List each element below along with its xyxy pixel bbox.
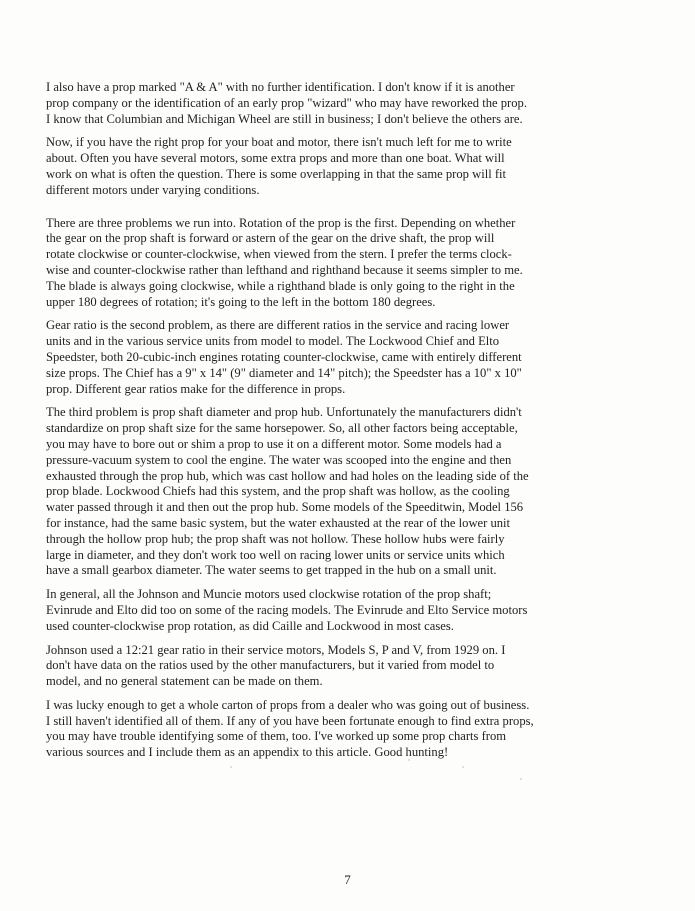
text-line: you may have to bore out or shim a prop to use it on a different motor. Some models had a xyxy=(46,436,502,451)
text-line: Speedster, both 20-cubic-inch engines rotating counter-clockwise, came with entirely different xyxy=(46,349,522,364)
paragraph-rotation-summary xyxy=(46,587,646,634)
text-line: wise and counter-clockwise rather than lefthand and righthand because it seems simpler to me. xyxy=(46,262,523,277)
scan-speck xyxy=(408,759,410,761)
paragraph-a-and-a-prop xyxy=(46,80,646,127)
text-line: large in diameter, and they don't work too well on racing lower units or service units which xyxy=(46,547,505,562)
text-line: used counter-clockwise prop rotation, as did Caille and Lockwood in most cases. xyxy=(46,618,454,633)
paragraph-right-prop xyxy=(46,135,646,198)
text-line: about. Often you have several motors, some extra props and more than one boat. What will xyxy=(46,151,505,166)
text-line: standardize on prop shaft size for the same horsepower. So, all other factors being acceptable, xyxy=(46,421,518,436)
text-line: units and in the various service units from model to model. The Lockwood Chief and Elto xyxy=(46,334,500,349)
text-line: Now, if you have the right prop for your boat and motor, there isn't much left for me to write xyxy=(46,135,512,150)
text-line: Gear ratio is the second problem, as there are different ratios in the service and racing lower xyxy=(46,318,510,333)
text-line: prop company or the identification of an early prop "wizard" who may have reworked the prop. xyxy=(46,95,527,110)
text-line: have a small gearbox diameter. The water seems to get trapped in the hub on a small unit. xyxy=(46,563,497,578)
text-line: prop. Different gear ratios make for the difference in props. xyxy=(46,381,346,396)
text-line: you may have trouble identifying some of them, too. I've worked up some prop charts from xyxy=(46,729,507,744)
text-line: I still haven't identified all of them. If any of you have been fortunate enough to find extra props, xyxy=(46,713,534,728)
text-line: rotate clockwise or counter-clockwise, when viewed from the stern. I prefer the terms clock- xyxy=(46,247,512,262)
text-line: pressure-vacuum system to cool the engine. The water was scooped into the engine and then xyxy=(46,452,512,467)
paragraph-shaft-diameter xyxy=(46,405,646,579)
text-line: In general, all the Johnson and Muncie motors used clockwise rotation of the prop shaft; xyxy=(46,587,492,602)
text-line: I was lucky enough to get a whole carton of props from a dealer who was going out of business. xyxy=(46,697,530,712)
article-body xyxy=(46,80,646,761)
text-line: There are three problems we run into. Rotation of the prop is the first. Depending on whether xyxy=(46,215,516,230)
paragraph-three-problems xyxy=(46,216,646,311)
text-line: Evinrude and Elto did too on some of the racing models. The Evinrude and Elto Service motors xyxy=(46,602,528,617)
text-line: work on what is often the question. There is some overlapping in that the same prop will fit xyxy=(46,166,507,181)
text-line: don't have data on the ratios used by the other manufacturers, but it varied from model to xyxy=(46,658,495,673)
text-line: upper 180 degrees of rotation; it's going to the left in the bottom 180 degrees. xyxy=(46,294,436,309)
text-line: The third problem is prop shaft diameter and prop hub. Unfortunately the manufacturers didn't xyxy=(46,405,522,420)
text-line: through the hollow prop hub; the prop shaft was not hollow. These hollow hubs were fairly xyxy=(46,531,505,546)
scan-speck xyxy=(520,778,522,780)
text-line: size props. The Chief has a 9" x 14" (9" diameter and 14" pitch); the Speedster has a 10" x 10" xyxy=(46,365,522,380)
text-line: model, and no general statement can be made on them. xyxy=(46,674,323,689)
scan-speck xyxy=(230,766,232,768)
text-line: the gear on the prop shaft is forward or astern of the gear on the drive shaft, the prop will xyxy=(46,231,495,246)
text-line: prop blade. Lockwood Chiefs had this system, and the prop shaft was hollow, as the cooling xyxy=(46,484,510,499)
text-line: for instance, had the same basic system, but the water exhausted at the rear of the lower unit xyxy=(46,515,511,530)
text-line: various sources and I include them as an appendix to this article. Good hunting! xyxy=(46,745,449,760)
text-line: different motors under varying conditions. xyxy=(46,182,260,197)
text-line: The blade is always going clockwise, while a righthand blade is only going to the right in the xyxy=(46,278,515,293)
text-line: water passed through it and then out the prop hub. Some models of the Speeditwin, Model 156 xyxy=(46,500,524,515)
text-line: I know that Columbian and Michigan Wheel are still in business; I don't believe the others are. xyxy=(46,111,523,126)
text-line: Johnson used a 12:21 gear ratio in their service motors, Models S, P and V, from 1929 on. I xyxy=(46,642,506,657)
paragraph-johnson-ratio xyxy=(46,643,646,690)
scan-speck xyxy=(462,766,464,768)
text-line: exhausted through the prop hub, which was cast hollow and had holes on the leading side of the xyxy=(46,468,529,483)
paragraph-carton-of-props xyxy=(46,698,646,761)
page-number: 7 xyxy=(344,872,351,887)
paragraph-gear-ratio xyxy=(46,318,646,397)
text-line: I also have a prop marked "A & A" with no further identification. I don't know if it is another xyxy=(46,80,515,94)
